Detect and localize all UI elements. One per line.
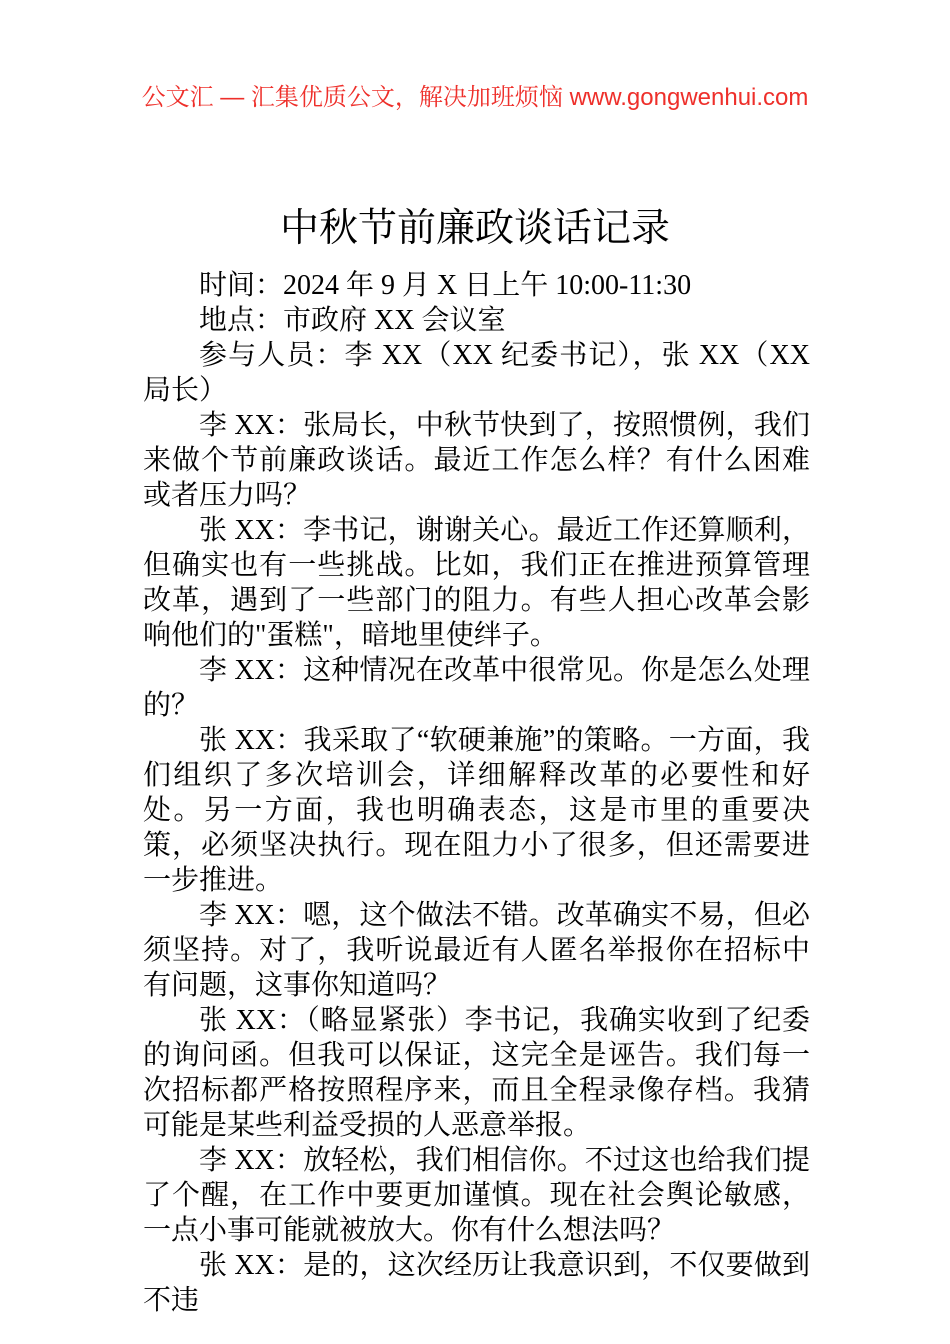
dialogue-paragraph: 李 XX：嗯，这个做法不错。改革确实不易，但必须坚持。对了，我听说最近有人匿名举报你在招标中有问题，这事你知道吗？ <box>143 900 810 1001</box>
dialogue-paragraph: 张 XX：（略显紧张）李书记，我确实收到了纪委的询问函。但我可以保证，这完全是诬告。我们每一次招标都严格按照程序来，而且全程录像存档。我猜可能是某些利益受损的人恶意举报。 <box>143 1005 810 1141</box>
meta-participants-paragraph: 参与人员：李 XX（XX 纪委书记），张 XX（XX 局长） <box>143 340 810 406</box>
meta-location-paragraph: 地点：市政府 XX 会议室 <box>199 305 506 336</box>
dialogue-paragraph: 李 XX：这种情况在改革中很常见。你是怎么处理的？ <box>143 655 810 721</box>
site-banner: 公文汇 — 汇集优质公文，解决加班烦恼 www.gongwenhui.com <box>141 84 809 111</box>
dialogue-paragraph: 张 XX：李书记，谢谢关心。最近工作还算顺利，但确实也有一些挑战。比如，我们正在推进预算管理改革，遇到了一些部门的阻力。有些人担心改革会影响他们的"蛋糕"，暗地里使绊子。 <box>143 515 810 651</box>
dialogue-paragraph: 张 XX：是的，这次经历让我意识到，不仅要做到不违 <box>143 1250 810 1316</box>
document-body <box>143 268 810 1318</box>
dialogue-paragraph: 张 XX：我采取了“软硬兼施”的策略。一方面，我们组织了多次培训会，详细解释改革的必要性和好处。另一方面，我也明确表态，这是市里的重要决策，必须坚决执行。现在阻力小了很多，但还需要进一步推进。 <box>143 725 810 896</box>
meta-time-paragraph: 时间：2024 年 9 月 X 日上午 10:00-11:30 <box>199 270 692 301</box>
dialogue-paragraph: 李 XX：张局长，中秋节快到了，按照惯例，我们来做个节前廉政谈话。最近工作怎么样？有什么困难或者压力吗？ <box>143 410 810 511</box>
document-title: 中秋节前廉政谈话记录 <box>279 207 670 251</box>
dialogue-paragraph: 李 XX：放轻松，我们相信你。不过这也给我们提了个醒，在工作中要更加谨慎。现在社会舆论敏感，一点小事可能就被放大。你有什么想法吗？ <box>143 1145 810 1246</box>
